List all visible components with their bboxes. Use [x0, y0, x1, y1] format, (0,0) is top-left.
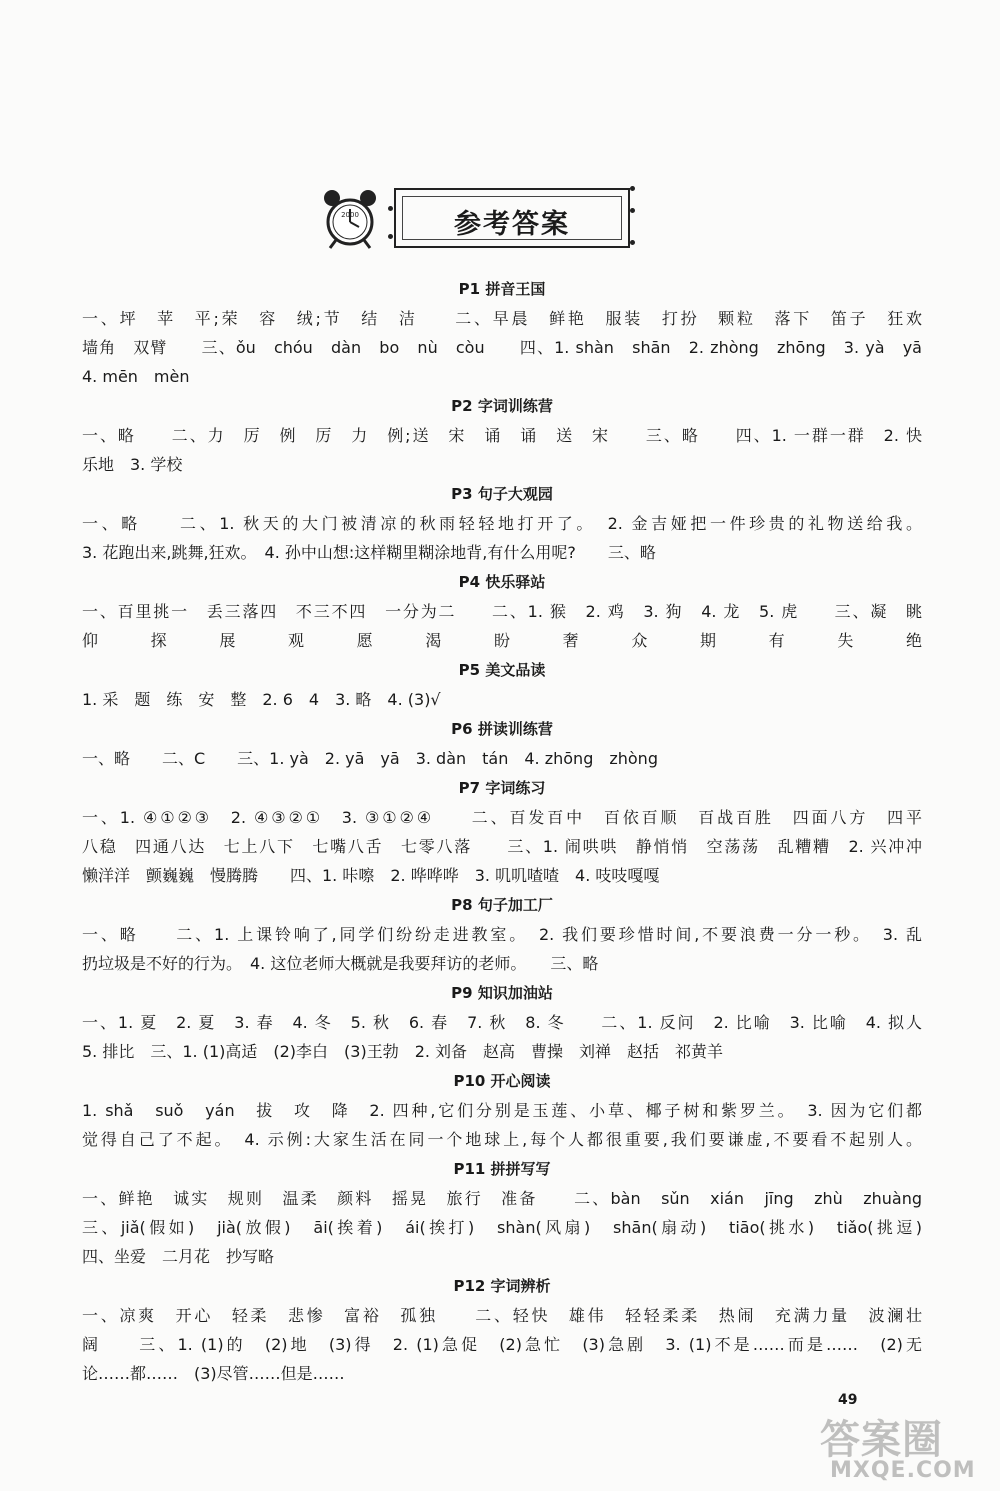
answer-line: 八稳 四通八达 七上八下 七嘴八舌 七零八落 三、1. 闹哄哄 静悄悄 空荡荡 乱糟糟 2. 兴冲冲 [82, 837, 922, 856]
section-heading: P6 拼读训练营 [451, 720, 553, 738]
section-heading: P12 字词辨析 [453, 1277, 551, 1295]
section-p4 [82, 567, 922, 655]
section-heading: P1 拼音王国 [458, 280, 546, 298]
section-heading: P7 字词练习 [458, 779, 546, 797]
answer-line: 一、1. 夏 2. 夏 3. 春 4. 冬 5. 秋 6. 春 7. 秋 8. 冬 二、1. 反问 2. 比喻 3. 比喻 4. 拟人 [82, 1013, 922, 1032]
answer-header [318, 182, 648, 254]
answer-line: 1. 采 题 练 安 整 2. 6 4 3. 略 4. (3)√ [82, 690, 441, 709]
answer-line: 一、凉爽 开心 轻柔 悲惨 富裕 孤独 二、轻快 雄伟 轻轻柔柔 热闹 充满力量 波澜壮 [82, 1306, 922, 1325]
page-title: 参考答案 [454, 209, 570, 240]
answer-line: 三、jiǎ(假如) jià(放假) āi(挨着) ái(挨打) shàn(风扇) shān(扇动) tiāo(挑水) tiǎo(挑逗) [82, 1218, 922, 1237]
section-heading: P9 知识加油站 [451, 984, 553, 1002]
answer-line: 墙角 双臂 三、ǒu chóu dàn bo nù còu 四、1. shàn shān 2. zhòng zhōng 3. yà yā [82, 338, 922, 357]
answer-line: 一、百里挑一 丢三落四 不三不四 一分为二 二、1. 猴 2. 鸡 3. 狗 4. 龙 5. 虎 三、凝 眺 [82, 602, 922, 621]
section-p8 [82, 890, 922, 978]
watermark-url: MXQE.COM [830, 1458, 976, 1483]
answer-line: 一、略 二、C 三、1. yà 2. yā yā 3. dàn tán 4. zhōng zhòng [82, 749, 658, 768]
answer-line: 一、坪 苹 平;荣 容 绒;节 结 洁 二、早晨 鲜艳 服装 打扮 颗粒 落下 笛子 狂欢 [82, 309, 922, 328]
section-p12 [82, 1271, 922, 1388]
corner-dot [388, 234, 393, 239]
section-p2 [82, 391, 922, 479]
section-heading: P10 开心阅读 [453, 1072, 551, 1090]
answer-line: 扔垃圾是不好的行为。 4. 这位老师大概就是我要拜访的老师。 三、略 [82, 954, 599, 973]
section-p7 [82, 773, 922, 890]
section-p11 [82, 1154, 922, 1271]
section-heading: P8 句子加工厂 [451, 896, 553, 914]
corner-dot [630, 186, 635, 191]
section-heading: P11 拼拼写写 [453, 1160, 551, 1178]
answer-line: 懒洋洋 颤巍巍 慢腾腾 四、1. 咔嚓 2. 哗哗哗 3. 叽叽喳喳 4. 吱吱嘎嘎 [82, 866, 660, 885]
section-heading: P5 美文品读 [458, 661, 546, 679]
answer-content [82, 274, 922, 1388]
answer-line: 一、略 二、1. 秋天的大门被清凉的秋雨轻轻地打开了。 2. 金吉娅把一件珍贵的礼物送给我。 [82, 514, 922, 533]
answer-line: 一、略 二、1. 上课铃响了,同学们纷纷走进教室。 2. 我们要珍惜时间,不要浪费一分一秒。 3. 乱 [82, 925, 922, 944]
answer-line: 阔 三、1. (1)的 (2)地 (3)得 2. (1)急促 (2)急忙 (3)急剧 3. (1)不是……而是…… (2)无 [82, 1335, 922, 1354]
answer-line: 一、1. ④①②③ 2. ④③②① 3. ③①②④ 二、百发百中 百依百顺 百战百胜 四面八方 四平 [82, 808, 922, 827]
section-p1 [82, 274, 922, 391]
title-frame [394, 188, 630, 248]
section-p6 [82, 714, 922, 773]
watermark-main: 答案圈 [820, 1417, 943, 1463]
alarm-clock-icon [318, 182, 390, 254]
section-heading: P3 句子大观园 [451, 485, 553, 503]
answer-line: 5. 排比 三、1. (1)高适 (2)李白 (3)王勃 2. 刘备 赵高 曹操 刘禅 赵括 祁黄羊 [82, 1042, 724, 1061]
answer-line: 论……都…… (3)尽管……但是…… [82, 1364, 345, 1383]
answer-line: 4. mēn mèn [82, 367, 190, 386]
clock-label: 2000 [341, 211, 359, 219]
section-p10 [82, 1066, 922, 1154]
answer-line: 3. 花跑出来,跳舞,狂欢。 4. 孙中山想:这样糊里糊涂地背,有什么用呢? 三、略 [82, 543, 656, 562]
corner-dot [630, 208, 635, 213]
answer-line: 1. shǎ suǒ yán 拔 攻 降 2. 四种,它们分别是玉莲、小草、椰子树和紫罗兰。 3. 因为它们都 [82, 1101, 922, 1120]
section-p9 [82, 978, 922, 1066]
section-heading: P2 字词训练营 [451, 397, 553, 415]
corner-dot [630, 240, 635, 245]
answer-line: 一、鲜艳 诚实 规则 温柔 颜料 摇晃 旅行 准备 二、bàn sǔn xián jīng zhù zhuàng [82, 1189, 922, 1208]
corner-dot [388, 206, 393, 211]
answer-line: 乐地 3. 学校 [82, 455, 183, 474]
watermark [820, 1408, 990, 1488]
answer-line: 仰 探 展 观 愿 渴 盼 奢 众 期 有 失 绝 [82, 631, 922, 650]
section-p5 [82, 655, 922, 714]
page-number: 49 [838, 1392, 858, 1408]
answer-line: 四、坐爱 二月花 抄写略 [82, 1247, 275, 1266]
answer-line: 一、略 二、力 厉 例 厉 力 例;送 宋 诵 诵 送 宋 三、略 四、1. 一群一群 2. 快 [82, 426, 922, 445]
answer-line: 觉得自己了不起。 4. 示例:大家生活在同一个地球上,每个人都很重要,我们要谦虚,不要看不起别人。 [82, 1130, 922, 1149]
section-heading: P4 快乐驿站 [458, 573, 546, 591]
section-p3 [82, 479, 922, 567]
